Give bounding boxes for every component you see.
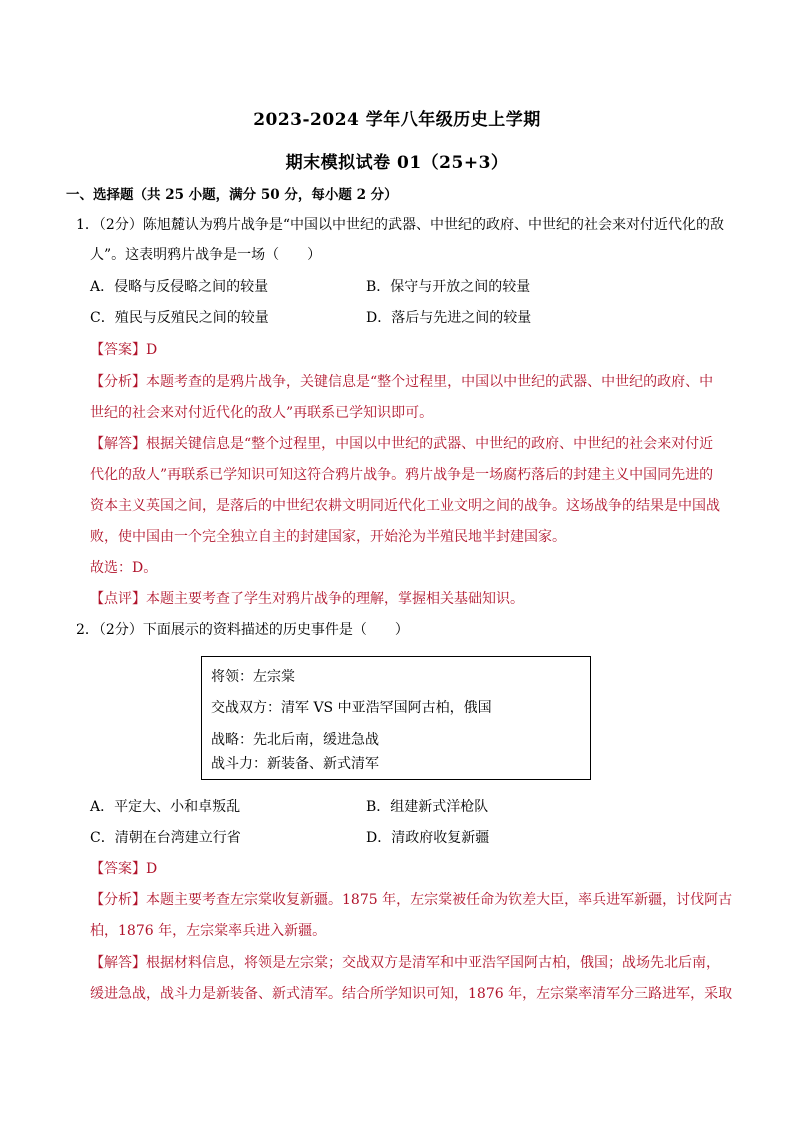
q2-option-b: B．组建新式洋枪队 [366,799,489,815]
q1-stem-line1: 1．（2分）陈旭麓认为鸦片战争是“中国以中世纪的武器、中世纪的政府、中世纪的社会来对付近代化的敌 [76,217,724,233]
q1-comment [90,589,524,609]
comment-text: 本题主要考查了学生对鸦片战争的理解，掌握相关基础知识。 [146,591,524,607]
source-line-general: 将领：左宗棠 [211,669,295,685]
q2-solution-line2: 缓进急战，战斗力是新装备、新式清军。结合所学知识可知，1876 年，左宗棠率清军分三路进军，采取 [90,986,733,1002]
q1-option-c: C．殖民与反殖民之间的较量 [90,310,269,326]
answer-value: D [146,342,158,358]
q2-option-a: A．平定大、小和卓叛乱 [90,799,241,815]
q1-option-a: A．侵略与反侵略之间的较量 [90,279,269,295]
q2-analysis-line1 [90,890,732,910]
answer-tag: 【答案】 [90,342,146,358]
q1-analysis-line1 [90,372,713,392]
q1-solution-line3: 资本主义英国之间，是落后的中世纪农耕文明同近代化工业文明之间的战争。这场战争的结果是中国战 [90,498,720,514]
solution-text: 根据关键信息是“整个过程里，中国以中世纪的武器、中世纪的政府、中世纪的社会来对付近 [146,436,714,452]
solution-text: 根据材料信息，将领是左宗棠；交战双方是清军和中亚浩罕国阿古柏，俄国；战场先北后南， [146,955,720,971]
source-line-strength: 战斗力：新装备、新式清军 [211,756,379,772]
q1-stem-line2: 人”。这表明鸦片战争是一场（ ） [90,247,322,263]
q1-option-b: B．保守与开放之间的较量 [366,279,531,295]
answer-tag: 【答案】 [90,861,146,877]
q1-choice: 故选：D。 [90,560,158,576]
analysis-text: 本题考查的是鸦片战争，关键信息是“整个过程里，中国以中世纪的武器、中世纪的政府、中 [146,374,714,390]
q1-analysis-line2: 世纪的社会来对付近代化的敌人”再联系已学知识即可。 [90,405,434,421]
q1-solution-line1 [90,434,713,454]
q2-solution-line1 [90,953,720,973]
q1-solution-line4: 败，使中国由一个完全独立自主的封建国家，开始沦为半殖民地半封建国家。 [90,529,566,545]
source-line-strategy: 战略：先北后南，缓进急战 [211,732,379,748]
answer-value: D [146,861,158,877]
analysis-text: 本题主要考查左宗棠收复新疆。1875 年，左宗棠被任命为钦差大臣，率兵进军新疆，讨伐阿古 [146,892,733,908]
analysis-tag: 【分析】 [90,892,146,908]
source-line-belligerents: 交战双方：清军 VS 中亚浩罕国阿古柏，俄国 [211,700,492,716]
q1-option-d: D．落后与先进之间的较量 [366,310,532,326]
q2-answer [90,859,157,879]
exam-title: 2023-2024 学年八年级历史上学期 [253,110,541,130]
q1-answer [90,340,157,360]
comment-tag: 【点评】 [90,591,146,607]
section-heading: 一、选择题（共 25 小题，满分 50 分，每小题 2 分） [66,187,398,203]
solution-tag: 【解答】 [90,436,146,452]
q2-option-d: D．清政府收复新疆 [366,830,490,846]
exam-subtitle: 期末模拟试卷 01（25+3） [285,153,509,173]
q2-analysis-line2: 柏，1876 年，左宗棠率兵进入新疆。 [90,923,327,939]
solution-tag: 【解答】 [90,955,146,971]
q2-source-box [201,656,591,780]
analysis-tag: 【分析】 [90,374,146,390]
q2-option-c: C．清朝在台湾建立行省 [90,830,241,846]
q2-stem: 2．（2分）下面展示的资料描述的历史事件是（ ） [76,622,409,638]
q1-solution-line2: 代化的敌人”再联系已学知识可知这符合鸦片战争。鸦片战争是一场腐朽落后的封建主义中国同先进的 [90,467,714,483]
